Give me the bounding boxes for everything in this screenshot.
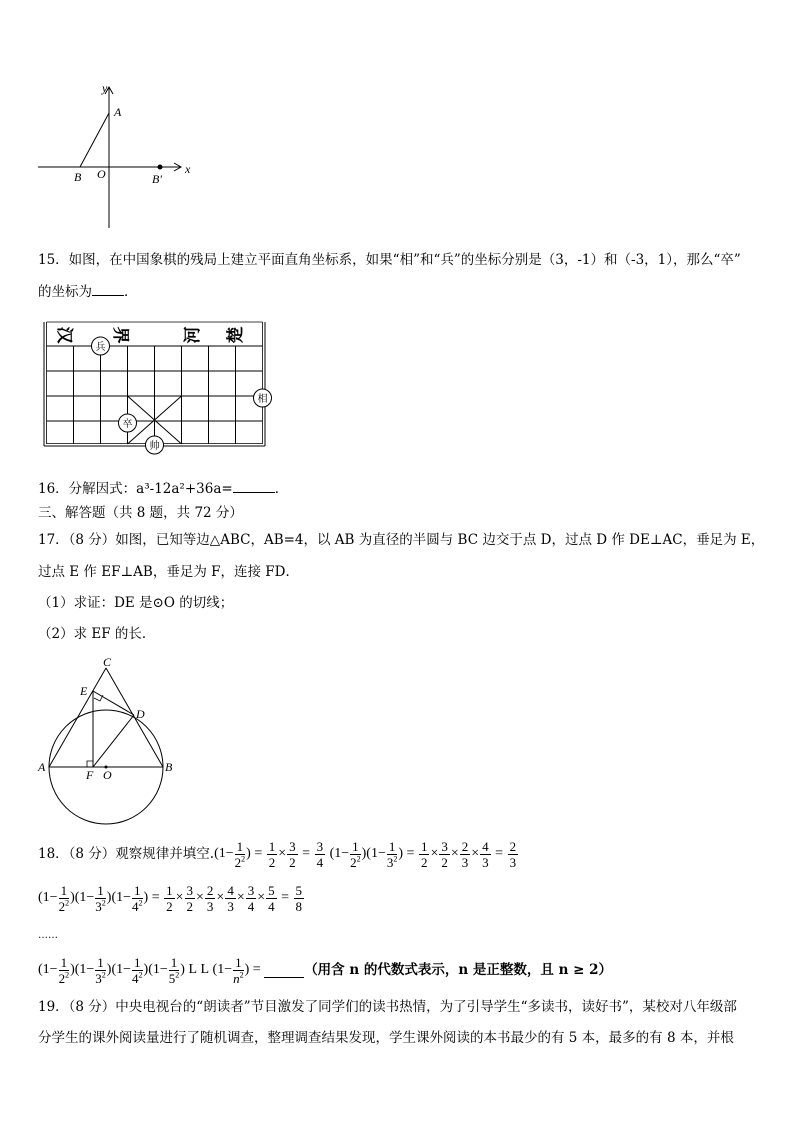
q18-line3: (1− $\frac{1}{2^2}$ )(1− $\frac{1}{3^2}$ )(1− $\frac{1}{4^2}$ )(1− $\frac{1}{5^2}$ ) L L (1− $\frac{1}{n^2}$ ) = （用含 n 的代数式表示，n 是正整数，且 n ≥ 2） — [38, 954, 613, 986]
q19-line2: 分学生的课外阅读量进行了随机调查，整理调查结果发现，学生课外阅读的本书最少的有 5 本，最多的有 8 本，并根 — [38, 1030, 734, 1046]
q15-line2-end: ． — [124, 284, 138, 300]
piece-bing — [92, 337, 110, 355]
q15-line2 — [38, 281, 138, 302]
q16-end: ． — [274, 481, 289, 497]
q18-answer-blank[interactable] — [264, 963, 304, 978]
q19-line1: 19．（8 分）中央电视台的“朗读者”节目激发了同学们的读书热情，为了引导学生“多读书，读好书”，某校对八年级部 — [38, 999, 737, 1015]
label-f: F — [86, 768, 94, 782]
q18-line2: (1− $\frac{1}{2^2}$ )(1− $\frac{1}{3^2}$ )(1− $\frac{1}{4^2}$ ) = $\frac{1}{2}$ × $\frac{3}{2}$ × $\frac{2}{3}$ × $\frac{4}{3}$ × $\frac{3}{4}$ × $\frac{5}{4}$ = $\frac{5}{8}$ — [38, 882, 303, 914]
piece-zu — [119, 414, 137, 432]
label-b: B — [74, 170, 82, 184]
q17-line2: 过点 E 作 EF⊥AB，垂足为 F，连接 FD． — [38, 564, 299, 580]
label-y: y — [102, 81, 108, 95]
q17-sub1: （1）求证：DE 是⊙O 的切线； — [38, 595, 234, 611]
piece-zu-text: 卒 — [122, 419, 133, 430]
segment-de — [93, 691, 134, 715]
piece-shuai — [146, 436, 164, 454]
q17-sub2: （2）求 EF 的长． — [38, 626, 156, 642]
river-char-han: 汉 — [55, 326, 75, 344]
point-b-prime — [158, 165, 163, 170]
q18-label: 18．（8 分）观察规律并填空. — [38, 846, 215, 862]
label-d: D — [136, 707, 145, 721]
q15-line2-text: 的坐标为 — [38, 284, 92, 300]
label-o: O — [103, 768, 112, 782]
river-char-chu: 楚 — [225, 326, 245, 344]
coordinate-figure — [30, 80, 210, 235]
section-heading: 三、解答题（共 8 题，共 72 分） — [38, 505, 243, 521]
q15-line1: 15．如图，在中国象棋的残局上建立平面直角坐标系，如果“相”和“兵”的坐标分别是（3，-1）和（-3，1），那么“卒” — [38, 252, 741, 268]
q16-text: 16．分解因式：a³-12a²+36a= — [38, 481, 233, 497]
triangle-circle-figure — [36, 655, 186, 825]
label-x: x — [185, 162, 191, 176]
q16-answer-blank[interactable] — [233, 478, 275, 493]
q15-answer-blank[interactable] — [92, 281, 124, 296]
chess-board-figure — [38, 318, 278, 458]
piece-xiang — [254, 389, 272, 407]
label-a: A — [38, 760, 46, 774]
q17-line1: 17．（8 分）如图，已知等边△ABC，AB=4，以 AB 为直径的半圆与 BC 边交于点 D，过点 D 作 DE⊥AC，垂足为 E， — [38, 532, 765, 548]
segment-fd — [93, 715, 134, 767]
q16 — [38, 478, 288, 499]
piece-xiang-text: 相 — [257, 394, 268, 405]
segment-ab — [80, 113, 109, 167]
label-a: A — [114, 105, 122, 119]
label-o: O — [97, 167, 106, 181]
label-b: B — [165, 760, 173, 774]
piece-bing-text: 兵 — [95, 342, 106, 353]
right-angle-f — [87, 761, 93, 767]
label-b-prime: B′ — [152, 172, 162, 186]
segment-ac — [49, 668, 106, 767]
q18-note: （用含 n 的代数式表示，n 是正整数，且 n ≥ 2） — [304, 962, 613, 978]
label-c: C — [103, 655, 112, 669]
q18-dots: …… — [38, 930, 58, 941]
label-e: E — [80, 684, 88, 698]
river-char-he: 河 — [182, 326, 202, 344]
piece-shuai-text: 帅 — [149, 441, 160, 452]
segment-bc — [106, 668, 163, 767]
q18-line1: 18．（8 分）观察规律并填空. (1− $\frac{1}{2^2}$ ) = $\frac{1}{2}$ × $\frac{3}{2}$ = $\frac{3}{4}$ (1− $\frac{1}{2^2}$ )(1− $\frac{1}{3^2}$ ) = $\frac{1}{2}$ × $\frac{3}{2}$ × $\frac{2}{3}$ × $\frac{4}{3}$ = $\frac{2}{3}$ — [38, 838, 517, 870]
river-char-jie: 界 — [111, 326, 131, 344]
